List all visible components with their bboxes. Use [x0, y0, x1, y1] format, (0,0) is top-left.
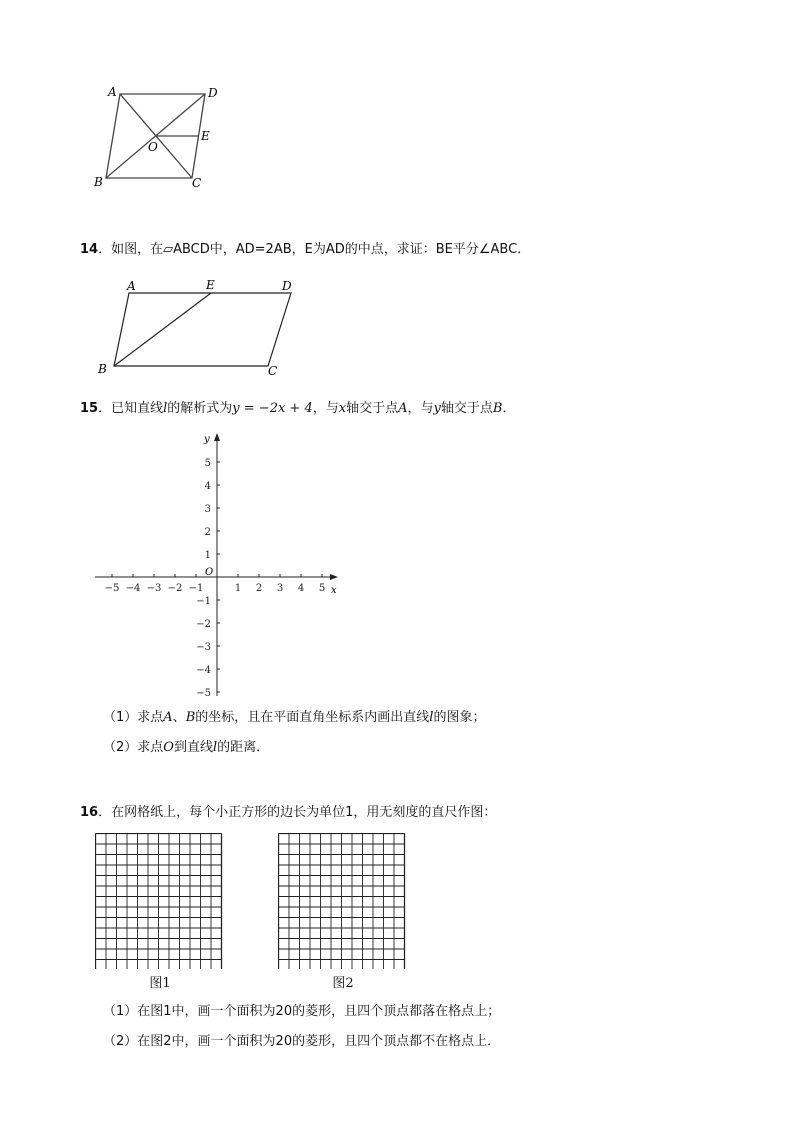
question-text: ．如图，在▱ABCD中，AD=2AB，E为AD的中点，求证：BE平分∠ABC．: [98, 242, 531, 257]
y-tick-label: 4: [204, 481, 211, 492]
question-text-part: ，与: [312, 401, 339, 416]
label-e: E: [206, 278, 215, 292]
origin-label: O: [205, 567, 214, 578]
text: （1）求点: [103, 710, 164, 725]
question-text: ．在网格纸上，每个小正方形的边长为单位1，用无刻度的直尺作图：: [98, 805, 497, 820]
math-symbol: B: [492, 401, 503, 416]
x-tick-label: 3: [276, 583, 284, 594]
x-tick-label: −5: [104, 583, 120, 594]
math-symbol: O: [163, 740, 174, 755]
grid-figure-2: [278, 833, 407, 969]
x-tick-label: 5: [318, 583, 326, 594]
label-b: B: [94, 175, 103, 189]
question-16-part-1: （1）在图1中，画一个面积为20的菱形，且四个顶点都落在格点上；: [103, 1004, 501, 1019]
math-symbol: B: [185, 710, 196, 725]
x-tick-label: −4: [125, 583, 141, 594]
x-tick-label: 2: [255, 583, 263, 594]
math-symbol: x: [338, 401, 347, 416]
math-symbol: l: [212, 740, 218, 755]
question-text-part: ．已知直线: [98, 401, 164, 416]
text: 的图象；: [433, 710, 486, 725]
figure-2-caption: 图2: [332, 976, 354, 991]
x-tick-label: 1: [234, 583, 242, 594]
math-symbol: l: [429, 710, 434, 725]
label-c: C: [268, 364, 278, 378]
text: 、: [172, 710, 186, 725]
y-tick-label: 3: [204, 504, 211, 515]
x-axis-label: x: [331, 585, 337, 596]
label-a: A: [108, 85, 117, 99]
text: 的坐标，且在平面直角坐标系内画出直线: [195, 710, 430, 725]
y-tick-label: 2: [204, 527, 211, 538]
question-text-part: 轴交于点: [440, 401, 493, 416]
label-c: C: [192, 176, 202, 190]
question-14: [80, 241, 530, 259]
question-15: [80, 400, 515, 418]
y-tick-label: −4: [196, 665, 211, 676]
x-tick-label: −3: [146, 583, 162, 594]
parallelogram-figure-14: [92, 276, 302, 378]
text: （2）求点: [103, 740, 164, 755]
question-16: [80, 804, 496, 822]
label-d: D: [282, 279, 292, 293]
label-d: D: [208, 86, 218, 100]
y-tick-label: −1: [196, 596, 211, 607]
x-tick-label: −2: [167, 583, 183, 594]
question-number: 15: [80, 401, 99, 416]
question-text-part: 轴交于点: [346, 401, 399, 416]
y-tick-label: −5: [196, 688, 211, 699]
label-o: O: [148, 140, 158, 154]
coordinate-plane: [90, 428, 350, 700]
math-symbol: A: [163, 710, 173, 725]
question-text-part: ，与: [407, 401, 434, 416]
question-number: 14: [80, 242, 99, 257]
grid-figure-1: [95, 833, 224, 969]
y-tick-label: 1: [204, 550, 211, 561]
y-axis-label: y: [204, 434, 210, 445]
label-a: A: [127, 279, 136, 293]
y-tick-label: 5: [204, 458, 211, 469]
question-15-part-1: [103, 709, 485, 727]
label-e: E: [201, 129, 210, 143]
y-tick-label: −3: [196, 642, 211, 653]
figure-1-caption: 图1: [149, 976, 171, 991]
label-b: B: [98, 362, 107, 376]
y-axis-arrow: [214, 433, 220, 441]
math-symbol: A: [398, 401, 408, 416]
question-text-part: ．: [502, 401, 516, 416]
text: 的距离．: [217, 740, 270, 755]
question-15-part-2: [103, 739, 269, 757]
x-tick-label: −1: [188, 583, 204, 594]
question-text-part: 的解析式为: [167, 401, 233, 416]
x-axis-arrow: [330, 574, 338, 580]
parallelogram-figure-13: [90, 82, 230, 192]
x-tick-label: 4: [297, 583, 305, 594]
math-symbol: y: [433, 401, 441, 416]
question-number: 16: [80, 805, 99, 820]
y-tick-label: −2: [196, 619, 211, 630]
question-16-part-2: （2）在图2中，画一个面积为20的菱形，且四个顶点都不在格点上．: [103, 1034, 501, 1049]
text: 到直线: [173, 740, 213, 755]
math-symbol: l: [163, 401, 168, 416]
equation: y = −2x + 4: [232, 401, 313, 416]
